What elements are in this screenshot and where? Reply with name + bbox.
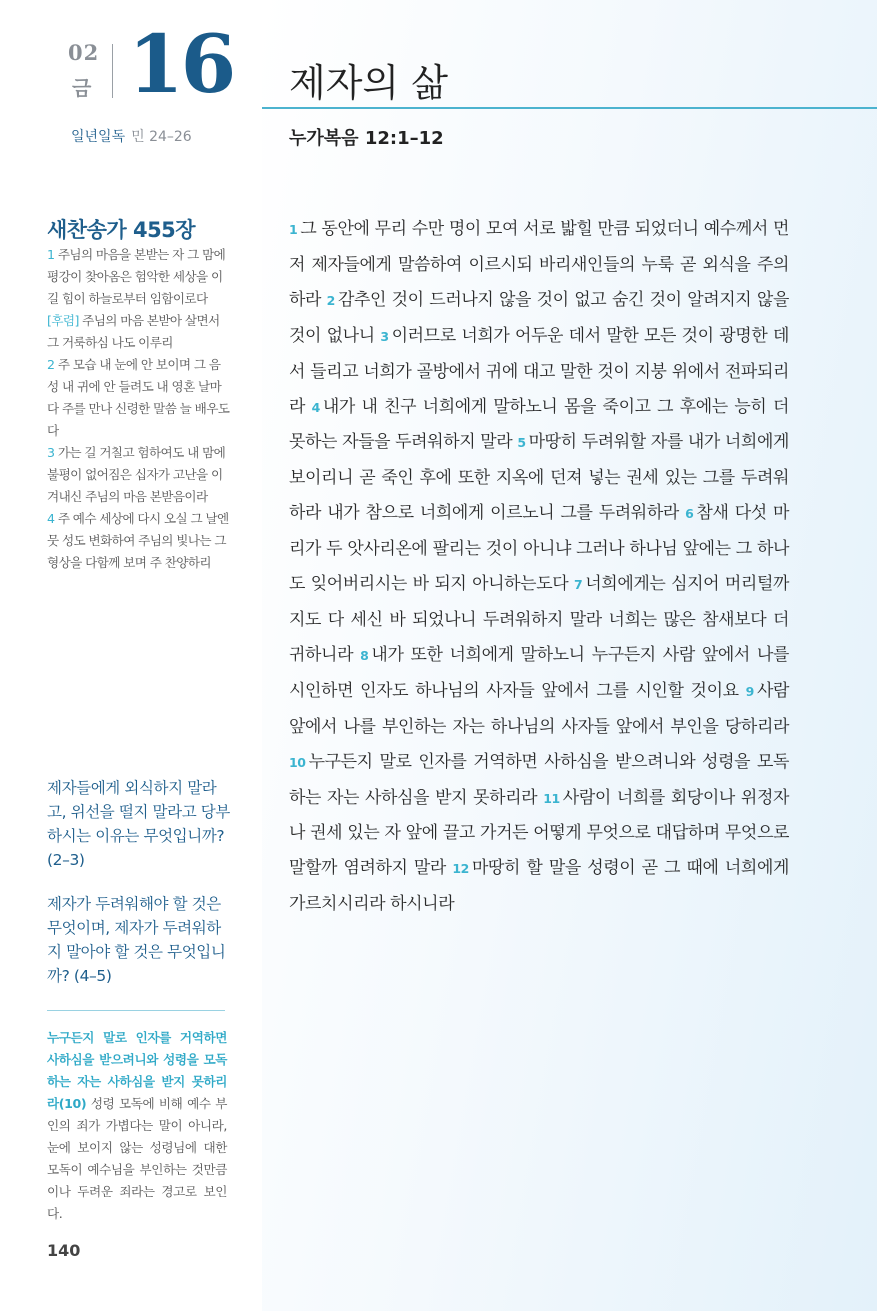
scripture-text <box>289 212 789 922</box>
hymn-title: 새찬송가 455장 <box>47 218 196 242</box>
chorus-label: [후렴] <box>47 313 79 328</box>
verse-text: 내가 또한 너희에게 말하노니 누구든지 사람 앞에서 나를 시인하면 인자도 하나님의 사자들 앞에서 그를 시인할 것이요 <box>289 644 789 701</box>
verse-text: 사람이 너희를 회당이나 위정자나 권세 있는 자 앞에 끌고 가거든 어떻게 무엇으로 대답하며 무엇으로 말할까 염려하지 말라 <box>289 787 789 879</box>
question-item: 제자들에게 외식하지 말라고, 위선을 떨지 말라고 당부하시는 이유는 무엇입니까? (2–3) <box>47 779 230 869</box>
note-divider <box>47 1010 225 1011</box>
verse-number: 4 <box>311 399 320 415</box>
weekday: 금 <box>72 76 92 100</box>
verse-number: 3 <box>380 328 389 344</box>
verse-text: 너희에게는 심지어 머리털까지도 다 세신 바 되었나니 두려워하지 말라 너희는 많은 참새보다 더 귀하니라 <box>289 574 789 665</box>
stanza-number: 1 <box>47 247 55 262</box>
verse-number: 6 <box>685 506 694 522</box>
verse-number: 9 <box>745 683 754 699</box>
verse-number: 1 <box>289 222 298 237</box>
stanza-number: 2 <box>47 357 55 372</box>
date-divider <box>112 44 113 98</box>
verse-text: 마땅히 두려워할 자를 내가 너희에게 보이리니 곧 죽인 후에 또한 지옥에 던져 넣는 권세 있는 그를 두려워하라 내가 참으로 너희에게 이르노니 그를 두려워하라 <box>289 432 789 524</box>
verse-text: 사람 앞에서 나를 부인하는 자는 하나님의 사자들 앞에서 부인을 당하리라 <box>289 680 789 737</box>
verse-number: 12 <box>452 861 469 877</box>
hymn-stanza <box>47 508 231 574</box>
stanza-text: 주 모습 내 눈에 안 보이며 그 음성 내 귀에 안 들려도 내 영혼 날마다 주를 만나 신령한 말씀 늘 배우도다 <box>47 357 230 438</box>
verse-text: 참새 다섯 마리가 두 앗사리온에 팔리는 것이 아니냐 그러나 하나님 앞에는 그 하나도 잊어버리시는 바 되지 아니하는도다 <box>289 503 789 595</box>
reading-plan-range: 민 24–26 <box>131 129 192 145</box>
verse-number: 2 <box>326 292 335 308</box>
verse-number: 8 <box>360 647 369 663</box>
verse-number: 7 <box>573 577 583 593</box>
day-number: 16 <box>128 17 234 111</box>
reflection-questions <box>47 776 231 1008</box>
title-rule <box>262 107 877 109</box>
verse-text: 감추인 것이 드러나지 않을 것이 없고 숨긴 것이 알려지지 않을 것이 없나니 <box>289 289 789 346</box>
passage-reference: 누가복음 12:1–12 <box>289 128 444 149</box>
reading-plan-label: 일년일독 <box>71 129 126 145</box>
verse-text: 마땅히 할 말을 성령이 곧 그 때에 너희에게 가르치시리라 하시니라 <box>289 858 789 915</box>
verse-number: 10 <box>289 754 306 770</box>
commentary-note <box>47 1027 227 1225</box>
verse-text: 이러므로 너희가 어두운 데서 말한 모든 것이 광명한 데서 들리고 너희가 골방에서 귀에 대고 말한 것이 지붕 위에서 전파되리라 <box>289 325 789 417</box>
verse-text: 누구든지 말로 인자를 거역하면 사하심을 받으려니와 성령을 모독하는 자는 사하심을 받지 못하리라 <box>289 751 789 808</box>
hymn-stanza <box>47 442 231 508</box>
note-highlight: 누구든지 말로 인자를 거역하면 사하심을 받으려니와 성령을 모독하는 자는 사하심을 받지 못하리라(10) <box>47 1030 227 1111</box>
verse-text: 내가 내 친구 너희에게 말하노니 몸을 죽이고 그 후에는 능히 더 못하는 자들을 두려워하지 말라 <box>289 396 789 453</box>
month-number: 02 <box>68 40 100 65</box>
stanza-text: 가는 길 거칠고 험하여도 내 맘에 불평이 없어짐은 십자가 고난을 이겨내신 주님의 마음 본받음이라 <box>47 445 226 504</box>
verse-number: 5 <box>517 435 526 451</box>
note-text: 성령 모독에 비해 예수 부인의 죄가 가볍다는 말이 아니라, 눈에 보이지 않는 성령님에 대한 모독이 예수님을 부인하는 것만큼이나 두려운 죄라는 경고로 보인다. <box>47 1096 227 1221</box>
hymn-stanza <box>47 244 231 310</box>
page-number: 140 <box>47 1241 81 1260</box>
question-item: 제자가 두려워해야 할 것은 무엇이며, 제자가 두려워하지 말아야 할 것은 무엇입니까? (4–5) <box>47 895 226 985</box>
page-title: 제자의 삶 <box>289 61 448 105</box>
reading-plan <box>71 126 192 146</box>
verse-number: 11 <box>543 790 560 806</box>
stanza-number: 3 <box>47 445 55 460</box>
verse-text: 그 동안에 무리 수만 명이 모여 서로 밟힐 만큼 되었더니 예수께서 먼저 제자들에게 말씀하여 이르시되 바리새인들의 누룩 곧 외식을 주의하라 <box>289 219 789 310</box>
hymn-stanza <box>47 354 231 442</box>
stanza-text: 주님의 마음을 본받는 자 그 맘에 평강이 찾아옴은 험악한 세상을 이길 힘이 하늘로부터 임함이로다 <box>47 247 226 306</box>
hymn-chorus <box>47 310 231 354</box>
hymn-lyrics <box>47 244 231 574</box>
stanza-number: 4 <box>47 511 55 526</box>
stanza-text: 주님의 마음 본받아 살면서 그 거룩하심 나도 이루리 <box>47 313 220 350</box>
stanza-text: 주 예수 세상에 다시 오실 그 날엔 뭇 성도 변화하여 주님의 빛나는 그 형상을 다함께 보며 주 찬양하리 <box>47 511 229 570</box>
